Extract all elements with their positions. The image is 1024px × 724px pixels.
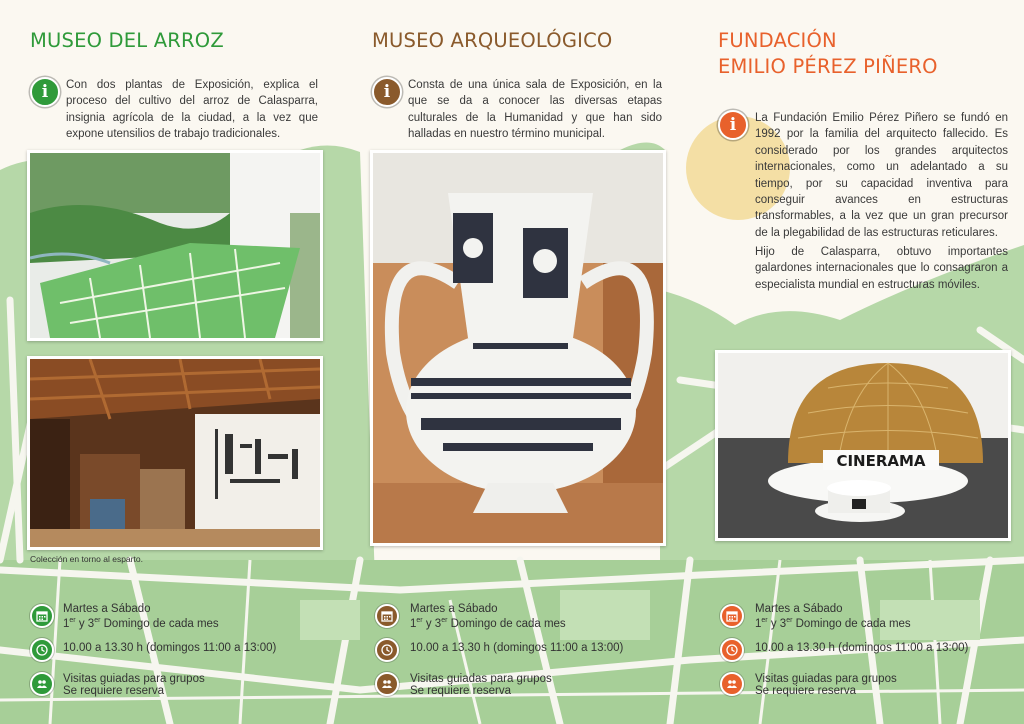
column-title-line-2: EMILIO PÉREZ PIÑERO — [718, 55, 938, 78]
description-text: Consta de una única sala de Exposición, en la que se da a conocer las diversas etapas culturales de la Humanidad y que han sido halladas en nuestro término municipal. — [408, 79, 662, 141]
cinerama-dome-model-photo — [715, 350, 1011, 541]
visits-line-2: Se requiere reserva — [63, 685, 164, 697]
visits-line-1: Visitas guiadas para grupos — [410, 673, 552, 685]
photo-caption: Colección en torno al esparto. — [30, 554, 143, 564]
info-icon: i — [718, 110, 748, 140]
visits-line-1: Visitas guiadas para grupos — [63, 673, 205, 685]
days-line-2: 1er y 3er Domingo de cada mes — [755, 617, 911, 630]
column-title: MUSEO DEL ARROZ — [30, 29, 224, 52]
description-text: La Fundación Emilio Pérez Piñero se fundó en 1992 por la familia del arquitecto fallecido. Es considerado por los grandes arquitectos internacionales, como un adelantado a su tiempo, por su capacidad inventiva para conseguir avances en estructuras transformables, a la vez que un gran precursor de la plegabilidad de las estructuras reticulares. — [755, 112, 1008, 239]
clock-icon — [30, 638, 54, 662]
group-icon — [720, 672, 744, 696]
mill-exhibition-hall-photo — [27, 356, 323, 550]
hours-text: 10.00 a 13.30 h (domingos 11:00 a 13:00) — [410, 642, 624, 654]
visits-line-2: Se requiere reserva — [410, 685, 511, 697]
hours-text: 10.00 a 13.30 h (domingos 11:00 a 13:00) — [63, 642, 277, 654]
cinerama-label: CINERAMA — [836, 452, 926, 470]
visits-line-1: Visitas guiadas para grupos — [755, 673, 897, 685]
days-line-1: Martes a Sábado — [63, 603, 151, 615]
column-title: MUSEO ARQUEOLÓGICO — [372, 29, 613, 52]
days-line-1: Martes a Sábado — [410, 603, 498, 615]
column-title-line-1: FUNDACIÓN — [718, 29, 837, 52]
description-text: Con dos plantas de Exposición, explica el proceso del cultivo del arroz de Calasparra, insignia agrícola de la ciudad, a la vez que expone utensilios de trabajo tradicionales. — [66, 79, 318, 141]
group-icon — [30, 672, 54, 696]
calendar-icon — [375, 604, 399, 628]
info-icon: i — [372, 77, 402, 107]
days-line-2: 1er y 3er Domingo de cada mes — [63, 617, 219, 630]
group-icon — [375, 672, 399, 696]
calendar-icon — [30, 604, 54, 628]
clock-icon — [375, 638, 399, 662]
description-text-2: Hijo de Calasparra, obtuvo importantes galardones internacionales que lo consagraron a especialista mundial en estructuras móviles. — [755, 246, 1008, 291]
clock-icon — [720, 638, 744, 662]
calendar-icon — [720, 604, 744, 628]
rice-field-model-photo — [27, 150, 323, 341]
days-line-1: Martes a Sábado — [755, 603, 843, 615]
info-icon: i — [30, 77, 60, 107]
ceramic-amphora-photo — [370, 150, 666, 546]
visits-line-2: Se requiere reserva — [755, 685, 856, 697]
days-line-2: 1er y 3er Domingo de cada mes — [410, 617, 566, 630]
hours-text: 10.00 a 13.30 h (domingos 11:00 a 13:00) — [755, 642, 969, 654]
